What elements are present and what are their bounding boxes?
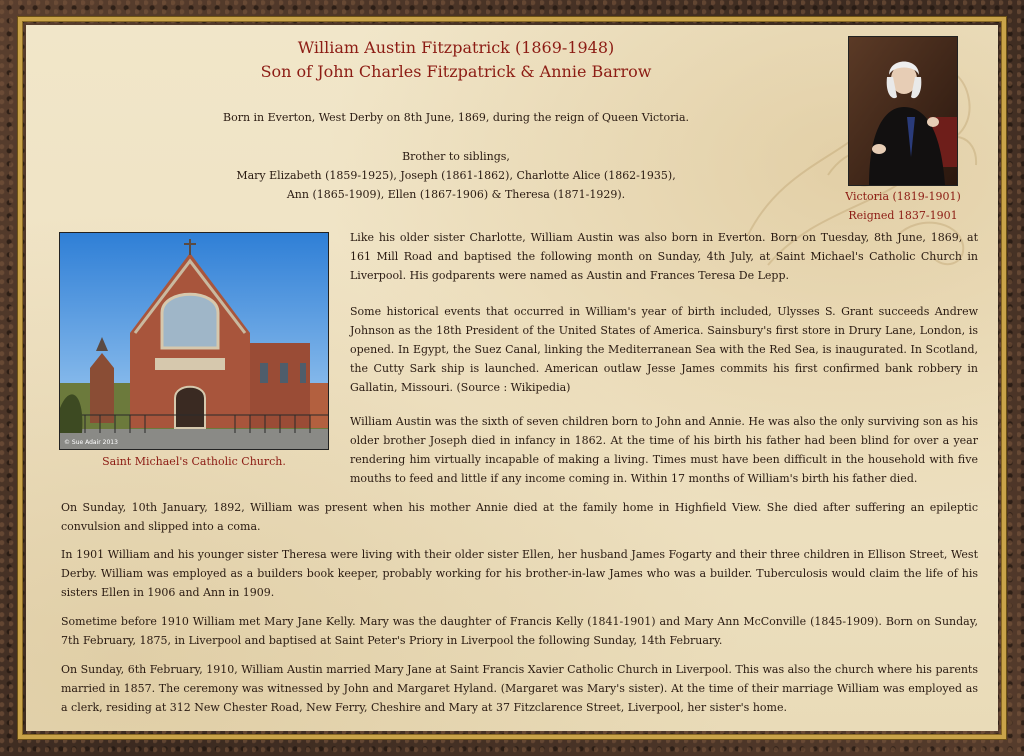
page-subtitle: Son of John Charles Fitzpatrick & Annie Barrow bbox=[260, 62, 652, 81]
paragraph-birth-baptism: Like his older sister Charlotte, William Austin was also born in Everton. Born on Tuesday, 8th June, 1869, at 161 Mill Road and baptised the following month on Sunday, 4th July, at Saint Michael's Catholic Church in Liverpool. His godparents were named as Austin and Frances Teresa De Lepp. bbox=[350, 231, 978, 282]
portrait-image bbox=[849, 37, 957, 185]
photo-watermark: © Sue Adair 2013 bbox=[64, 439, 118, 446]
church-photo-caption: Saint Michael's Catholic Church. bbox=[102, 455, 286, 468]
birth-summary: Born in Everton, West Derby on 8th June, 1869, during the reign of Queen Victoria. bbox=[222, 111, 689, 124]
siblings-heading: Brother to siblings, bbox=[402, 150, 510, 163]
portrait-caption-line-1: Victoria (1819-1901) bbox=[845, 190, 961, 203]
paragraph-historical-events: Some historical events that occurred in William's year of birth included, Ulysses S. Grant succeeds Andrew Johnson as the 18th President of the United States of America. Sainsbury's first store in Drury Lane, London, is opened. In Egypt, the Suez Canal, linking the Mediterranean Sea with the Red Sea, is inaugurated. In Scotland, the Cutty Sark ship is launched. American outlaw Jesse James commits his first confirmed bank robbery in Gallatin, Missouri. (Source : Wikipedia) bbox=[350, 305, 978, 394]
page-title: William Austin Fitzpatrick (1869-1948) bbox=[297, 38, 615, 57]
gold-frame bbox=[18, 17, 1006, 739]
church-photo bbox=[59, 232, 329, 450]
siblings-line-1: Mary Elizabeth (1859-1925), Joseph (1861-1862), Charlotte Alice (1862-1935), bbox=[236, 169, 676, 182]
church-image bbox=[60, 233, 328, 449]
siblings-line-2: Ann (1865-1909), Ellen (1867-1906) & Theresa (1871-1929). bbox=[286, 188, 626, 201]
paragraph-1901-census: In 1901 William and his younger sister Theresa were living with their older sister Ellen, her husband James Fogarty and their three children in Ellison Street, West Derby. William was employed as a builders book keeper, probably working for his brother-in-law James who was a builder. Tuberculosis would claim the life of his sisters Ellen in 1906 and Ann in 1909. bbox=[61, 548, 978, 599]
queen-victoria-portrait bbox=[848, 36, 958, 186]
paragraph-family-circumstances: William Austin was the sixth of seven children born to John and Annie. He was also the only surviving son as his older brother Joseph died in infancy in 1862. At the time of his birth his father had been blind for over a year rendering him virtually incapable of making a living. Times must have been difficult in the household with five mouths to feed and little if any income coming in. Within 17 months of William's birth his father died. bbox=[350, 415, 978, 485]
portrait-caption-line-2: Reigned 1837-1901 bbox=[848, 209, 958, 222]
parchment-page bbox=[26, 25, 998, 731]
paragraph-mother-death: On Sunday, 10th January, 1892, William was present when his mother Annie died at the family home in Highfield View. She died after suffering an epileptic convulsion and slipped into a coma. bbox=[61, 501, 978, 533]
paragraph-marriage: On Sunday, 6th February, 1910, William Austin married Mary Jane at Saint Francis Xavier Catholic Church in Liverpool. This was also the church where his parents married in 1857. The ceremony was witnessed by John and Margaret Hyland. (Margaret was Mary's sister). At the time of their marriage William was employed as a clerk, residing at 312 New Chester Road, New Ferry, Cheshire and Mary at 37 Fitzclarence Street, Liverpool, her sister's home. bbox=[61, 663, 978, 714]
paragraph-mary-jane-kelly: Sometime before 1910 William met Mary Jane Kelly. Mary was the daughter of Francis Kelly (1841-1901) and Mary Ann McConville (1845-1909). Born on Sunday, 7th February, 1875, in Liverpool and baptised at Saint Peter's Priory in Liverpool the following Sunday, 14th February. bbox=[61, 615, 978, 647]
